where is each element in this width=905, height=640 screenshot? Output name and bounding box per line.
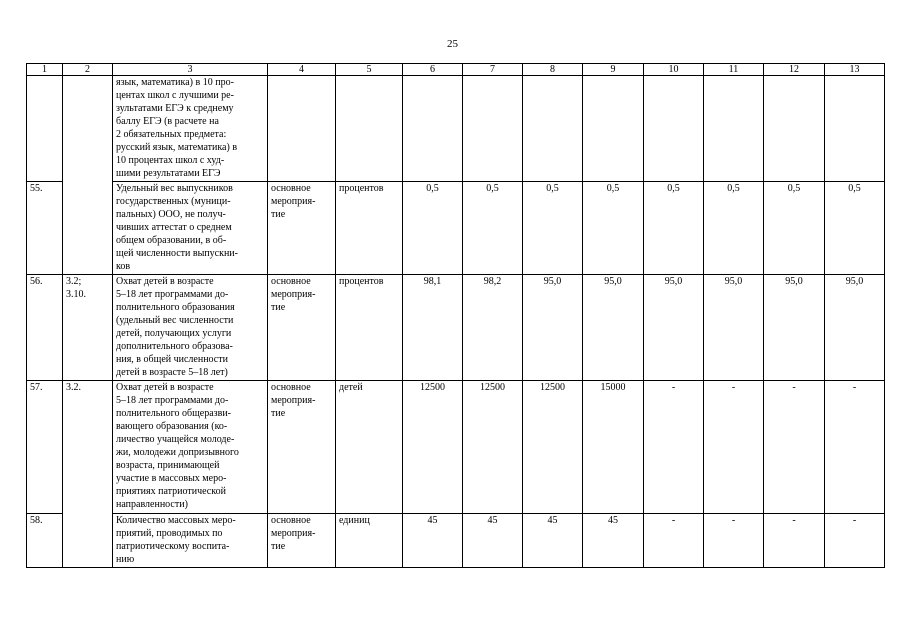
value-cell: 12500 <box>523 381 583 514</box>
value-cell: 45 <box>463 514 523 568</box>
value-cell <box>825 76 885 182</box>
indicator-text: язык, математика) в 10 про- центах школ с лучшими ре- зультатами ЕГЭ к среднему баллу ЕГЭ (в расчете на 2 обязательных предмета: русский язык, математика) в 10 процентах школ с худ- шими результатами ЕГЭ <box>113 76 268 182</box>
value-cell: 45 <box>583 514 644 568</box>
value-cell: - <box>764 381 825 514</box>
value-cell: 95,0 <box>644 275 704 381</box>
value-cell: 95,0 <box>764 275 825 381</box>
column-header: 8 <box>523 64 583 76</box>
value-cell: - <box>764 514 825 568</box>
value-cell: 45 <box>403 514 463 568</box>
row-number: 56. <box>27 275 63 381</box>
column-header: 10 <box>644 64 704 76</box>
column-header: 9 <box>583 64 644 76</box>
value-cell: - <box>825 381 885 514</box>
table-row <box>27 275 885 381</box>
value-cell: 15000 <box>583 381 644 514</box>
value-cell: 12500 <box>463 381 523 514</box>
column-header: 1 <box>27 64 63 76</box>
value-cell: 12500 <box>403 381 463 514</box>
indicator-type: основное мероприя- тие <box>268 514 336 568</box>
indicator-unit: детей <box>336 381 403 514</box>
value-cell: 0,5 <box>764 182 825 275</box>
row-reference <box>63 514 113 568</box>
value-cell <box>644 76 704 182</box>
value-cell <box>403 76 463 182</box>
row-reference <box>63 76 113 182</box>
table-row <box>27 182 885 275</box>
table-row <box>27 381 885 514</box>
column-header: 6 <box>403 64 463 76</box>
column-header: 11 <box>704 64 764 76</box>
indicator-type: основное мероприя- тие <box>268 182 336 275</box>
row-reference <box>63 182 113 275</box>
column-header: 12 <box>764 64 825 76</box>
value-cell: - <box>644 381 704 514</box>
indicator-type: основное мероприя- тие <box>268 275 336 381</box>
value-cell: 0,5 <box>403 182 463 275</box>
value-cell <box>523 76 583 182</box>
column-header: 5 <box>336 64 403 76</box>
value-cell: 0,5 <box>704 182 764 275</box>
value-cell: 95,0 <box>583 275 644 381</box>
value-cell: - <box>704 514 764 568</box>
table-row <box>27 76 885 182</box>
value-cell: 98,2 <box>463 275 523 381</box>
column-header: 13 <box>825 64 885 76</box>
value-cell: - <box>644 514 704 568</box>
value-cell: 45 <box>523 514 583 568</box>
row-reference: 3.2. <box>63 381 113 514</box>
value-cell <box>463 76 523 182</box>
column-header: 3 <box>113 64 268 76</box>
row-number: 58. <box>27 514 63 568</box>
row-number: 55. <box>27 182 63 275</box>
value-cell: 0,5 <box>523 182 583 275</box>
row-number <box>27 76 63 182</box>
indicator-type <box>268 76 336 182</box>
indicator-unit: процентов <box>336 275 403 381</box>
column-header: 7 <box>463 64 523 76</box>
value-cell: 0,5 <box>583 182 644 275</box>
row-number: 57. <box>27 381 63 514</box>
value-cell: 95,0 <box>523 275 583 381</box>
value-cell: 0,5 <box>825 182 885 275</box>
row-reference: 3.2; 3.10. <box>63 275 113 381</box>
value-cell: - <box>704 381 764 514</box>
indicator-text: Количество массовых меро- приятий, проводимых по патриотическому воспита- нию <box>113 514 268 568</box>
column-number-row <box>27 64 885 76</box>
indicator-unit: единиц <box>336 514 403 568</box>
indicator-unit <box>336 76 403 182</box>
indicator-text: Охват детей в возрасте 5–18 лет программами до- полнительного образования (удельный вес численности детей, получающих услуги дополнительного образова- ния, в общей численности детей в возрасте 5–18 лет) <box>113 275 268 381</box>
value-cell: 0,5 <box>463 182 523 275</box>
value-cell: 0,5 <box>644 182 704 275</box>
value-cell: - <box>825 514 885 568</box>
indicator-text: Удельный вес выпускников государственных (муници- пальных) ООО, не получ- чивших аттестат о среднем общем образовании, в об- щей численности выпускни- ков <box>113 182 268 275</box>
indicator-text: Охват детей в возрасте 5–18 лет программами до- полнительного общеразви- вающего образования (ко- личество учащейся молоде- жи, молодежи допризывного возраста, принимающей участие в массовых меро- приятиях патриотической направленности) <box>113 381 268 514</box>
value-cell <box>583 76 644 182</box>
column-header: 2 <box>63 64 113 76</box>
value-cell <box>764 76 825 182</box>
column-header: 4 <box>268 64 336 76</box>
indicator-type: основное мероприя- тие <box>268 381 336 514</box>
indicator-unit: процентов <box>336 182 403 275</box>
value-cell <box>704 76 764 182</box>
indicators-table <box>26 63 885 568</box>
value-cell: 95,0 <box>825 275 885 381</box>
table-row <box>27 514 885 568</box>
value-cell: 98,1 <box>403 275 463 381</box>
page-number: 25 <box>447 38 458 50</box>
value-cell: 95,0 <box>704 275 764 381</box>
